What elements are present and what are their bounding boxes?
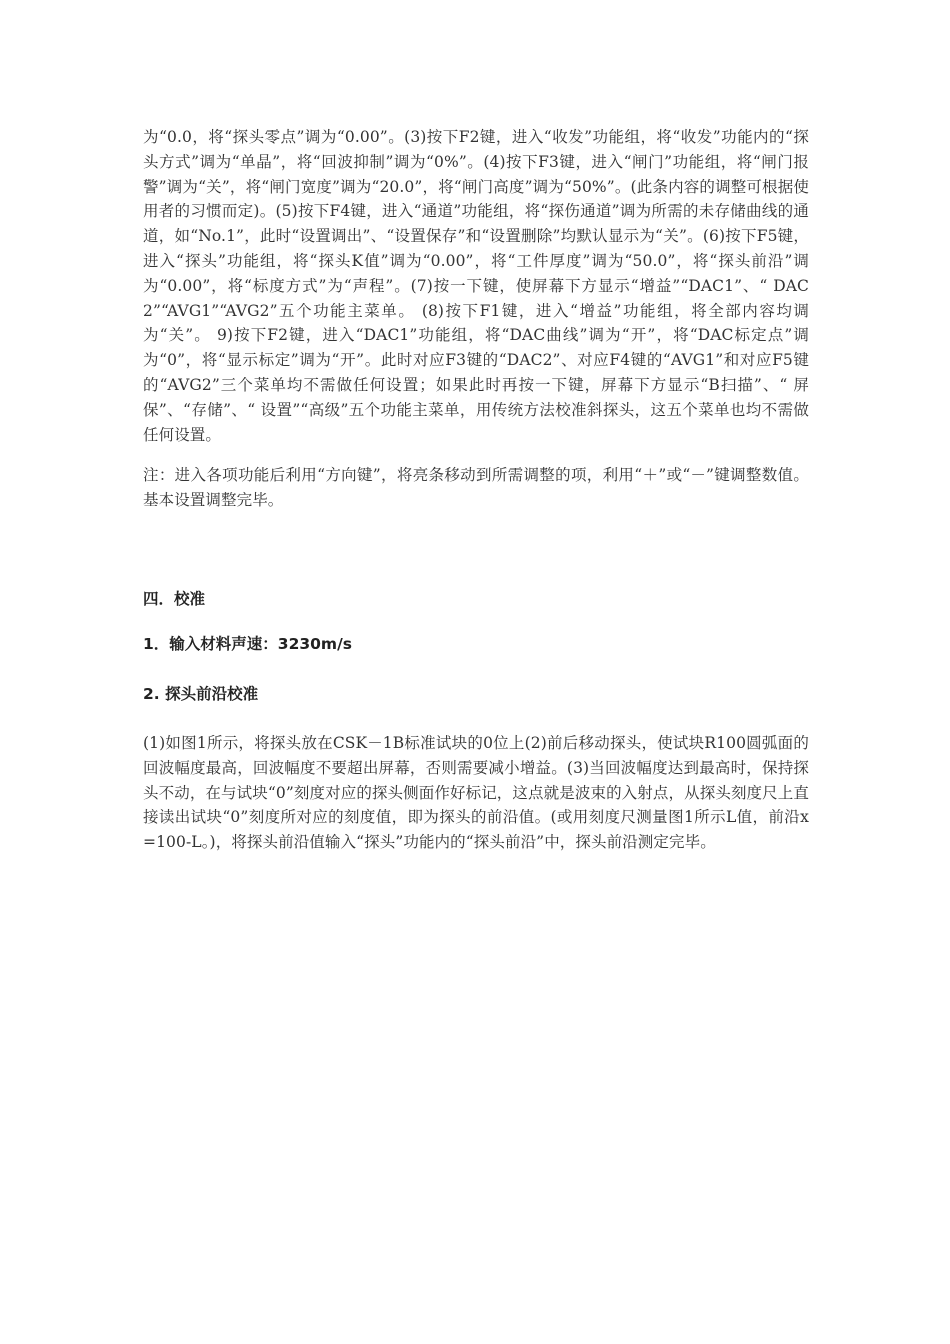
item-heading-probe-front-edge: 2. 探头前沿校准	[143, 684, 259, 703]
section-heading-calibration: 四．校准	[143, 589, 206, 608]
item-heading-sound-velocity: 1．输入材料声速：3230m/s	[143, 634, 352, 653]
settings-paragraph: 为“0.0，将“探头零点”调为“0.00”。(3)按下F2键，进入“收发”功能组，将“收发”功能内的“探头方式”调为“单晶”，将“回波抑制”调为“0%”。(4)按下F3键，进入“闸门”功能组，将“闸门报警”调为“关”，将“闸门宽度”调为“20.0”，将“闸门高度”调为“50%”。(此条内容的调整可根据使用者的习惯而定)。(5)按下F4键，进入“通道”功能组，将“探伤通道”调为所需的未存储曲线的通道，如“No.1”，此时“设置调出”、“设置保存”和“设置删除”均默认显示为“关”。(6)按下F5键，进入“探头”功能组，将“探头K值”调为“0.00”，将“工件厚度”调为“50.0”，将“探头前沿”调为“0.00”，将“标度方式”为“声程”。(7)按一下键，使屏幕下方显示“增益”“DAC1”、“ DAC2”“AVG1”“AVG2”五个功能主菜单。 (8)按下F1键，进入“增益”功能组，将全部内容均调为“关”。 9)按下F2键，进入“DAC1”功能组，将“DAC曲线”调为“开”，将“DAC标定点”调为“0”，将“显示标定”调为“开”。此时对应F3键的“DAC2”、对应F4键的“AVG1”和对应F5键的“AVG2”三个菜单均不需做任何设置；如果此时再按一下键，屏幕下方显示“B扫描”、“ 屏保”、“存储”、“ 设置”“高级”五个功能主菜单，用传统方法校准斜探头，这五个菜单也均不需做任何设置。	[143, 128, 809, 444]
note-paragraph: 注：进入各项功能后利用“方向键”，将亮条移动到所需调整的项，利用“＋”或“－”键调整数值。基本设置调整完毕。	[143, 466, 809, 510]
document-page	[143, 125, 809, 855]
calibration-paragraph: (1)如图1所示，将探头放在CSK－1B标准试块的0位上(2)前后移动探头，使试块R100圆弧面的回波幅度最高，回波幅度不要超出屏幕，否则需要减小增益。(3)当回波幅度达到最高时，保持探头不动，在与试块“0”刻度对应的探头侧面作好标记，这点就是波束的入射点，从探头刻度尺上直接读出试块“0”刻度所对应的刻度值，即为探头的前沿值。(或用刻度尺测量图1所示L值，前沿x=100-L。)，将探头前沿值输入“探头”功能内的“探头前沿”中，探头前沿测定完毕。	[143, 733, 809, 852]
